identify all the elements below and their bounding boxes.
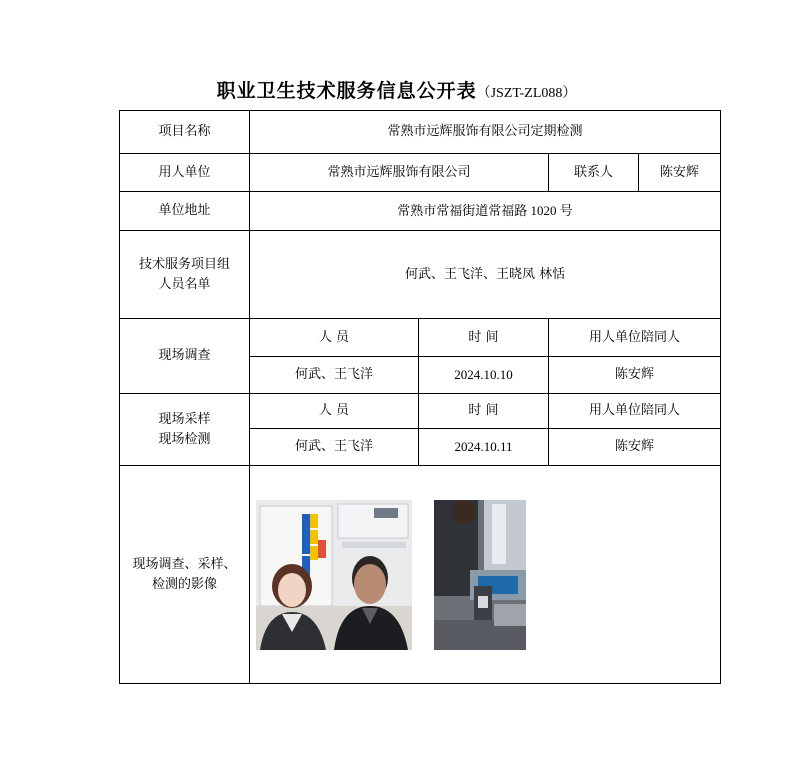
- contact-value: 陈安辉: [639, 154, 721, 192]
- address-value: 常熟市常福街道常福路 1020 号: [250, 192, 721, 231]
- row-team: [120, 231, 721, 319]
- sampling-photo: [434, 500, 526, 650]
- sampling-people: 何武、王飞洋: [250, 429, 419, 466]
- sampling-time: 2024.10.11: [419, 429, 549, 466]
- sampling-col-people: 人 员: [250, 394, 419, 429]
- info-table: [119, 110, 721, 684]
- survey-label: 现场调查: [120, 319, 250, 394]
- row-images: [120, 466, 721, 684]
- row-survey-header: [120, 319, 721, 357]
- survey-people: 何武、王飞洋: [250, 357, 419, 394]
- sampling-label-line2: 现场检测: [158, 431, 211, 447]
- project-label: 项目名称: [120, 111, 250, 154]
- title-code: （JSZT-ZL088）: [476, 86, 577, 101]
- title-main: 职业卫生技术服务信息公开表: [216, 80, 477, 102]
- row-address: [120, 192, 721, 231]
- row-project: [120, 111, 721, 154]
- survey-escort: 陈安辉: [549, 357, 721, 394]
- row-employer: [120, 154, 721, 192]
- survey-col-time: 时 间: [419, 319, 549, 357]
- row-sampling-header: [120, 394, 721, 429]
- employer-value: 常熟市远辉服饰有限公司: [250, 154, 549, 192]
- site-survey-photo-drawing: [256, 500, 412, 650]
- images-cell: [250, 466, 721, 684]
- survey-col-escort: 用人单位陪同人: [549, 319, 721, 357]
- team-label-line2: 人员名单: [158, 276, 211, 292]
- contact-label: 联系人: [549, 154, 639, 192]
- team-label-line1: 技术服务项目组: [138, 256, 230, 272]
- address-label: 单位地址: [120, 192, 250, 231]
- survey-time: 2024.10.10: [419, 357, 549, 394]
- sampling-label: [120, 394, 250, 466]
- survey-col-people: 人 员: [250, 319, 419, 357]
- team-value: 何武、王飞洋、王晓凤 林恬: [250, 231, 721, 319]
- images-label-line2: 检测的影像: [151, 576, 217, 592]
- sampling-col-time: 时 间: [419, 394, 549, 429]
- site-survey-photo: [256, 500, 412, 650]
- images-label: [120, 466, 250, 684]
- sampling-col-escort: 用人单位陪同人: [549, 394, 721, 429]
- team-label: [120, 231, 250, 319]
- images-label-line1: 现场调查、采样、: [132, 556, 237, 572]
- project-value: 常熟市远辉服饰有限公司定期检测: [250, 111, 721, 154]
- document-title: [0, 76, 793, 103]
- employer-label: 用人单位: [120, 154, 250, 192]
- sampling-escort: 陈安辉: [549, 429, 721, 466]
- sampling-label-line1: 现场采样: [158, 411, 211, 427]
- sampling-photo-drawing: [434, 500, 526, 650]
